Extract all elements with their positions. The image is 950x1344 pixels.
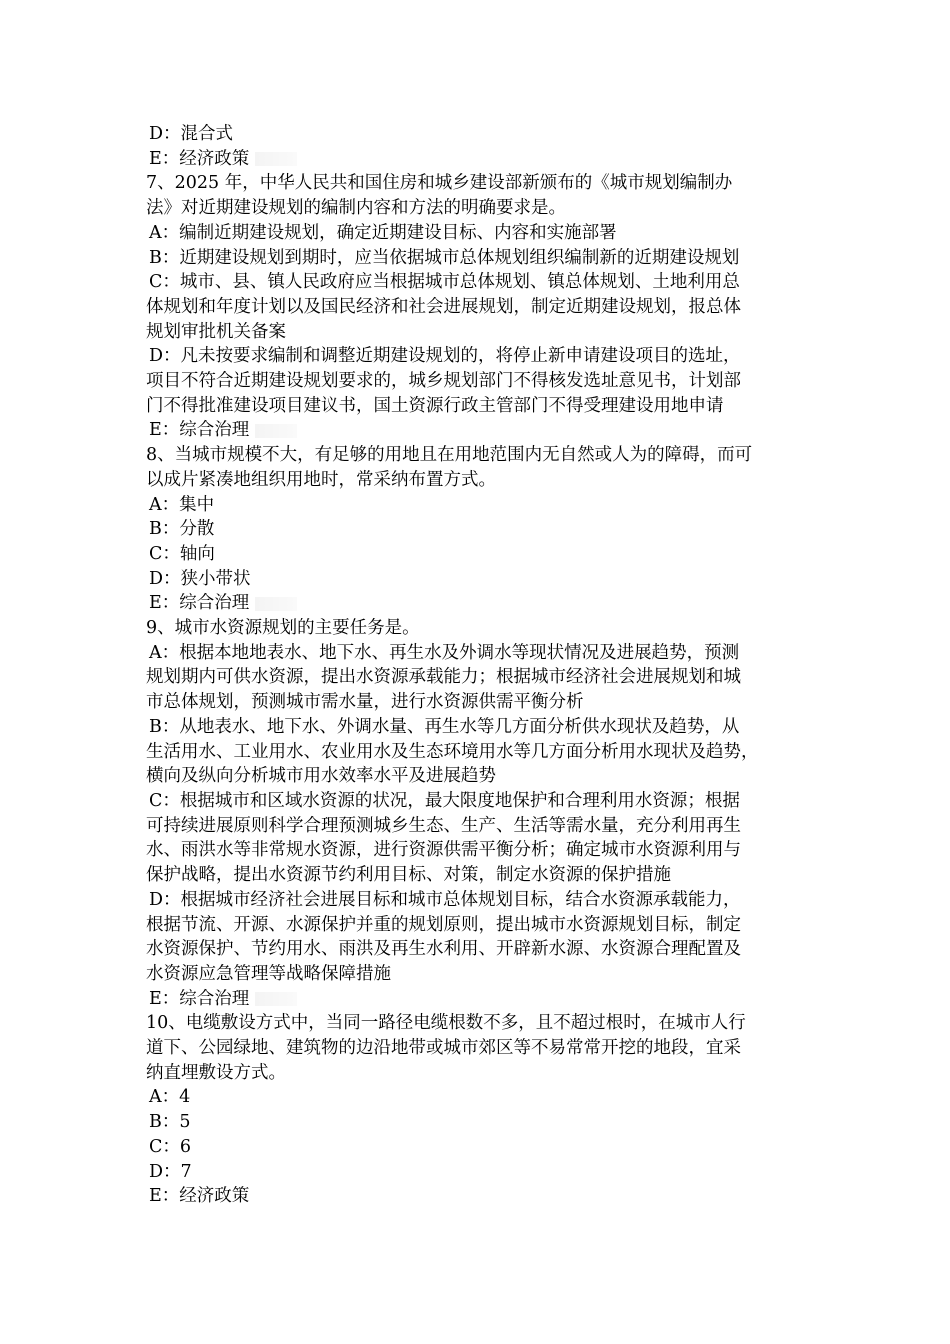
option-line [146,987,826,1012]
option-line [146,1110,826,1135]
line-text: E：综合治理 [149,420,250,441]
line-text: B：5 [149,1112,191,1133]
line-text: 规划期内可供水资源，提出水资源承载能力；根据城市经济社会进展规划和城 [146,667,741,688]
line-text: E：综合治理 [149,988,250,1009]
line-text: B：分散 [149,519,215,540]
option-line [146,591,826,616]
question-line [146,764,826,789]
question-line [146,616,826,641]
question-line [146,369,826,394]
question-line [146,690,826,715]
line-text: 生活用水、工业用水、农业用水及生态环境用水等几方面分析用水现状及趋势， [146,741,759,762]
line-text: 体规划和年度计划以及国民经济和社会进展规划，制定近期建设规划，报总体 [146,296,741,317]
line-text: E：经济政策 [149,1186,250,1207]
option-line [146,517,826,542]
question-line [146,814,826,839]
line-text: 9、城市水资源规划的主要任务是。 [146,618,420,639]
question-line [146,1011,826,1036]
question-line [146,937,826,962]
line-text: D：混合式 [149,124,234,144]
question-line [146,1061,826,1086]
option-line [146,1160,826,1185]
faint-watermark [255,424,297,438]
line-text: E：综合治理 [149,593,250,614]
line-text: C：城市、县、镇人民政府应当根据城市总体规划、镇总体规划、土地利用总 [149,272,740,293]
line-text: B：近期建设规划到期时，应当依据城市总体规划组织编制新的近期建设规划 [149,247,740,268]
line-text: 7、2025 年，中华人民共和国住房和城乡建设部新颁布的《城市规划编制办 [146,173,733,194]
line-text: 道下、公园绿地、建筑物的边沿地带或城市郊区等不易常常开挖的地段，宜采 [146,1038,741,1059]
line-text: A：集中 [149,494,215,515]
question-line [146,665,826,690]
option-line [146,246,826,271]
line-text: 根据节流、开源、水源保护并重的规划原则，提出城市水资源规划目标，制定 [146,914,741,935]
line-text: 法》对近期建设规划的编制内容和方法的明确要求是。 [146,198,566,219]
option-line [146,789,826,814]
question-line [146,962,826,987]
line-text: D：凡未按要求编制和调整近期建设规划的，将停止新申请建设项目的选址， [149,346,741,367]
line-text: 水、雨洪水等非常规水资源，进行资源供需平衡分析；确定城市水资源利用与 [146,840,741,861]
question-line [146,196,826,221]
option-line [146,418,826,443]
line-text: 可持续进展原则科学合理预测城乡生态、生产、生活等需水量，充分利用再生 [146,815,741,836]
line-text: 水资源应急管理等战略保障措施 [146,963,391,984]
line-text: 8、当城市规模不大，有足够的用地且在用地范围内无自然或人为的障碍，而可 [146,445,753,466]
question-line [146,740,826,765]
question-line [146,320,826,345]
line-text: C：轴向 [149,543,215,564]
option-line [146,270,826,295]
line-text: 项目不符合近期建设规划要求的，城乡规划部门不得核发选址意见书，计划部 [146,371,741,392]
line-text: 以成片紧凑地组织用地时，常采纳布置方式。 [146,469,496,490]
question-line [146,863,826,888]
line-text: 门不得批准建设项目建议书，国土资源行政主管部门不得受理建设用地申请 [146,395,724,416]
option-line [146,344,826,369]
option-line [146,147,826,172]
line-text: 水资源保护、节约用水、雨洪及再生水利用、开辟新水源、水资源合理配置及 [146,939,741,960]
line-text: A：编制近期建设规划，确定近期建设目标、内容和实施部署 [149,222,617,243]
faint-watermark [255,597,297,611]
faint-watermark [255,992,297,1006]
line-text: 保护战略，提出水资源节约利用目标、对策，制定水资源的保护措施 [146,865,671,886]
question-line [146,838,826,863]
question-line [146,171,826,196]
option-line [146,1184,826,1209]
line-text: E：经济政策 [149,148,250,169]
question-line [146,913,826,938]
line-text: D：狭小带状 [149,568,251,589]
option-line [146,888,826,913]
question-line [146,1036,826,1061]
option-line [146,122,826,147]
line-text: 10、电缆敷设方式中，当同一路径电缆根数不多，且不超过根时，在城市人行 [146,1013,746,1034]
line-text: D：根据城市经济社会进展目标和城市总体规划目标，结合水资源承载能力， [149,889,741,910]
option-line [146,715,826,740]
line-text: B：从地表水、地下水、外调水量、再生水等几方面分析供水现状及趋势，从 [149,716,740,737]
line-text: A：4 [149,1087,191,1108]
line-text: C：根据城市和区域水资源的状况，最大限度地保护和合理利用水资源；根据 [149,790,740,811]
option-line [146,493,826,518]
option-line [146,567,826,592]
question-line [146,394,826,419]
option-line [146,1085,826,1110]
option-line [146,542,826,567]
question-line [146,443,826,468]
option-line [146,1135,826,1160]
line-text: C：6 [149,1136,192,1157]
line-text: A：根据本地地表水、地下水、再生水及外调水等现状情况及进展趋势，预测 [149,642,740,663]
question-line [146,468,826,493]
option-line [146,641,826,666]
line-text: D：7 [149,1161,192,1182]
line-text: 纳直埋敷设方式。 [146,1062,286,1083]
line-text: 横向及纵向分析城市用水效率水平及进展趋势 [146,766,496,787]
question-line [146,295,826,320]
option-line [146,221,826,246]
document-body [146,122,826,1209]
line-text: 规划审批机关备案 [146,321,286,342]
faint-watermark [255,152,297,166]
line-text: 市总体规划，预测城市需水量，进行水资源供需平衡分析 [146,692,584,713]
